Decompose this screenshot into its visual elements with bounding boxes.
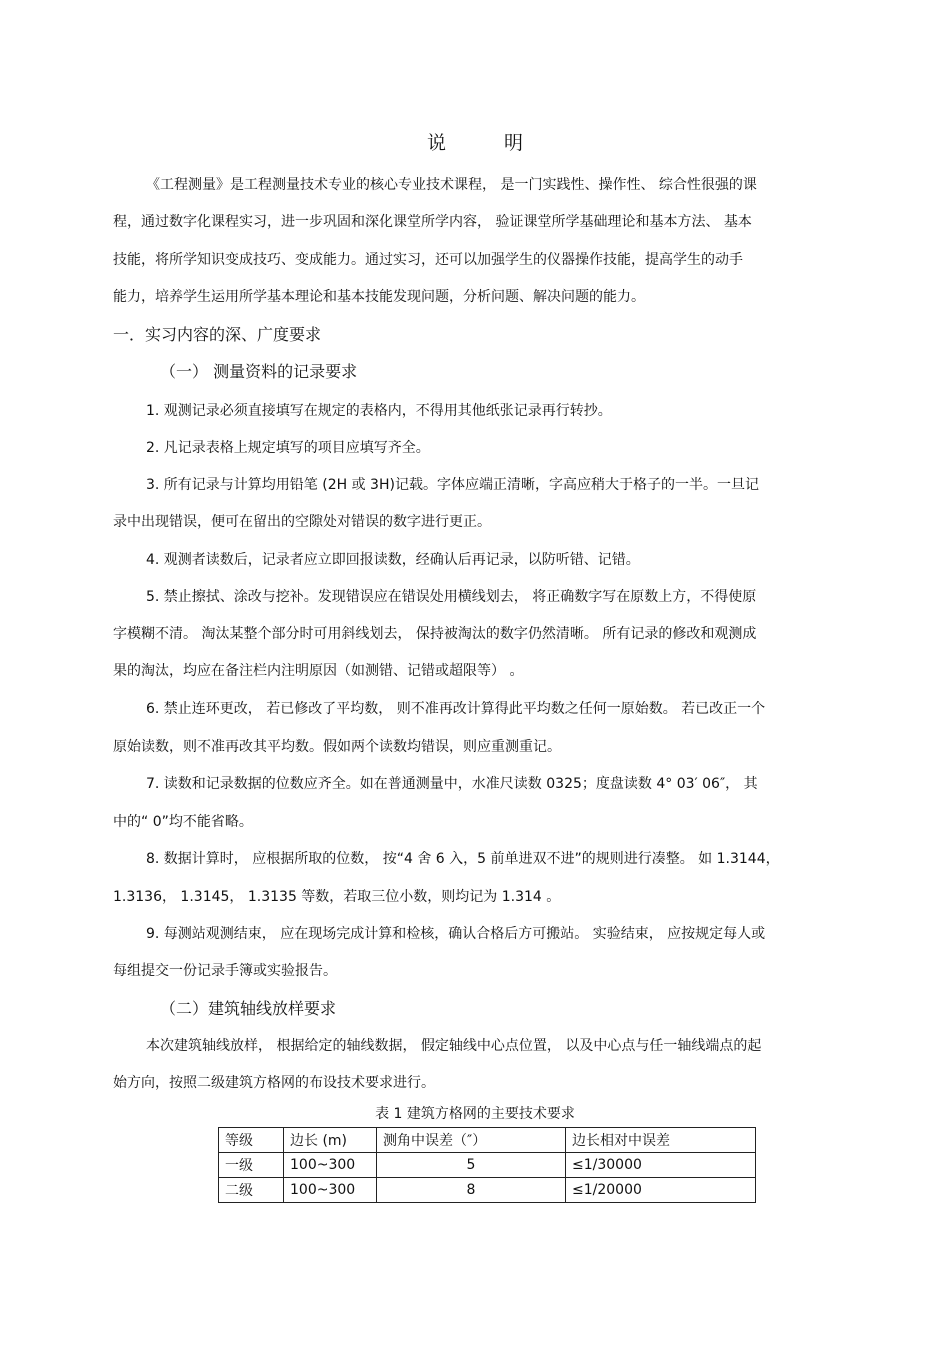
para2-line-2: 始方向，按照二级建筑方格网的布设技术要求进行。 [113,1075,435,1091]
item-7-line-2: 中的“ 0”均不能省略。 [113,814,253,830]
item-5-line-1: 5. 禁止擦拭、涂改与挖补。发现错误应在错误处用横线划去， 将正确数字写在原数上方，不得使原 [146,589,757,605]
item-6-line-1: 6. 禁止连环更改， 若已修改了平均数， 则不准再改计算得此平均数之任何一原始数。 若已改正一个 [146,701,766,717]
item-5-line-2: 字模糊不清。 淘汰某整个部分时可用斜线划去， 保持被淘汰的数字仍然清晰。 所有记录的修改和观测成 [113,626,757,642]
item-7-line-1: 7. 读数和记录数据的位数应齐全。如在普通测量中，水准尺读数 0325；度盘读数 4° 03′ 06″， 其 [146,776,758,792]
table-row [219,1153,756,1178]
table-row [219,1178,756,1203]
title-char-1: 说 [426,132,446,154]
tech-requirements-table [218,1127,756,1203]
item-6-line-2: 原始读数，则不准再改其平均数。假如两个读数均错误，则应重测重记。 [113,739,561,755]
title-char-2: 明 [504,132,524,154]
table-cell: 100~300 [284,1178,377,1203]
section-heading-1: 一．实习内容的深、广度要求 [113,325,322,344]
table-header-row [219,1128,756,1153]
item-4-line-1: 4. 观测者读数后，记录者应立即回报读数，经确认后再记录，以防听错、记错。 [146,552,640,568]
intro-line-1: 《工程测量》是工程测量技术专业的核心专业技术课程， 是一门实践性、操作性、 综合性很强的课 [146,177,757,193]
item-8-line-1: 8. 数据计算时， 应根据所取的位数， 按“4 舍 6 入，5 前单进双不进”的规则进行凑整。 如 1.3144， [146,851,780,867]
table-cell: 8 [377,1178,566,1203]
item-5-line-3: 果的淘汰，均应在备注栏内注明原因（如测错、记错或超限等） 。 [113,663,524,679]
item-3-line-2: 录中出现错误，便可在留出的空隙处对错误的数字进行更正。 [113,514,491,530]
table-cell: 5 [377,1153,566,1178]
item-2-line-1: 2. 凡记录表格上规定填写的项目应填写齐全。 [146,440,430,456]
table-cell: ≤1/20000 [566,1178,756,1203]
item-3-line-1: 3. 所有记录与计算均用铅笔 (2H 或 3H)记载。字体应端正清晰，字高应稍大于格子的一半。一旦记 [146,477,759,493]
table-header-cell: 边长 (m) [284,1128,377,1153]
intro-line-2: 程，通过数字化课程实习，进一步巩固和深化课堂所学内容， 验证课堂所学基础理论和基本方法、 基本 [113,214,752,230]
item-9-line-2: 每组提交一份记录手簿或实验报告。 [113,963,337,979]
table-cell: 二级 [219,1178,284,1203]
subsection-heading-2: （二）建筑轴线放样要求 [160,999,337,1018]
page-title [0,128,950,155]
intro-line-3: 技能，将所学知识变成技巧、变成能力。通过实习，还可以加强学生的仪器操作技能，提高学生的动手 [113,252,743,268]
item-9-line-1: 9. 每测站观测结束， 应在现场完成计算和检核，确认合格后方可搬站。 实验结束， 应按规定每人或 [146,926,766,942]
table-cell: 一级 [219,1153,284,1178]
table-cell: 100~300 [284,1153,377,1178]
subsection-heading-1: （一） 测量资料的记录要求 [160,362,358,381]
intro-line-4: 能力，培养学生运用所学基本理论和基本技能发现问题，分析问题、解决问题的能力。 [113,289,645,305]
table-header-cell: 边长相对中误差 [566,1128,756,1153]
item-8-line-2: 1.3136， 1.3145， 1.3135 等数，若取三位小数，则均记为 1.314 。 [113,889,561,905]
table-header-cell: 等级 [219,1128,284,1153]
table-caption: 表 1 建筑方格网的主要技术要求 [375,1106,575,1122]
table-cell: ≤1/30000 [566,1153,756,1178]
para2-line-1: 本次建筑轴线放样， 根据给定的轴线数据， 假定轴线中心点位置， 以及中心点与任一轴线端点的起 [146,1038,762,1054]
item-1-line-1: 1. 观测记录必须直接填写在规定的表格内，不得用其他纸张记录再行转抄。 [146,403,612,419]
table-header-cell: 测角中误差（″） [377,1128,566,1153]
